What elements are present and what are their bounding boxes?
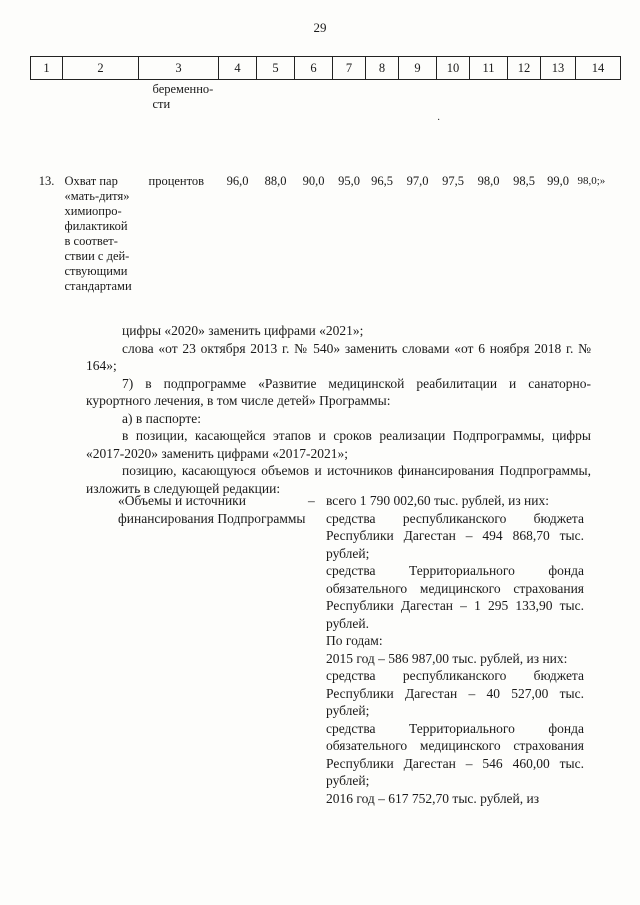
value-cell: 97,0	[406, 174, 429, 188]
value-cell: 96,5	[371, 174, 393, 188]
funding-details	[326, 492, 584, 807]
table-row-continuation	[31, 80, 621, 173]
col-header: 5	[257, 57, 295, 80]
indicator-name: Охват пар «мать-дитя» химиопро- филактикой в соответ- ствии с дей- ствующими стандартами	[64, 174, 132, 293]
col-header: 7	[333, 57, 366, 80]
value-cell: 90,0	[302, 174, 325, 188]
col-header: 2	[63, 57, 139, 80]
value-cell: 99,0	[547, 174, 569, 188]
col-header: 14	[576, 57, 621, 80]
value-cell: 98,0	[477, 174, 500, 188]
col-header: 11	[470, 57, 508, 80]
col-header: 13	[541, 57, 576, 80]
value-cell: 98,5	[513, 174, 535, 188]
funding-line: средства республиканского бюджета Республики Дагестан – 40 527,00 тыс. рублей;	[326, 668, 584, 718]
row-number: 13.	[38, 174, 55, 188]
funding-line: средства Территориального фонда обязательного медицинского страхования Республики Дагестан – 1 295 133,90 тыс. рублей.	[326, 563, 584, 631]
indicators-table	[30, 56, 621, 296]
paragraph: в позиции, касающейся этапов и сроков реализации Подпрограммы, цифры «2017-2020» заменить цифрами «2017-2021»;	[86, 428, 591, 461]
funding-line: 2015 год – 586 987,00 тыс. рублей, из них:	[326, 650, 568, 666]
funding-line: всего 1 790 002,60 тыс. рублей, из них:	[326, 493, 549, 508]
table-header-row	[31, 57, 621, 80]
unit-cell: процентов	[148, 174, 205, 188]
value-cell: 96,0	[226, 174, 249, 188]
paragraph: слова «от 23 октября 2013 г. № 540» заменить словами «от 6 ноября 2018 г. № 164»;	[86, 340, 591, 373]
funding-label: «Объемы и источники финансирования Подпрограммы	[118, 493, 306, 526]
paragraph: 7) в подпрограмме «Развитие медицинской реабилитации и санаторно-курортного лечения, в том числе детей» Программы:	[86, 375, 591, 408]
page-number: 29	[313, 20, 327, 35]
value-cell: 88,0	[264, 174, 287, 188]
paragraph: а) в паспорте:	[122, 410, 202, 426]
table-row	[31, 172, 621, 296]
col-header: 10	[437, 57, 470, 80]
col-header: 12	[508, 57, 541, 80]
col-header: 4	[219, 57, 257, 80]
funding-line: средства республиканского бюджета Республики Дагестан – 494 868,70 тыс. рублей;	[326, 510, 584, 561]
amendment-text	[86, 322, 591, 497]
col-header: 1	[31, 57, 63, 80]
paragraph: позицию, касающуюся объемов и источников финансирования Подпрограммы, изложить в следующей редакции:	[86, 463, 591, 496]
value-cell: 95,0	[338, 174, 360, 188]
funding-line: 2016 год – 617 752,70 тыс. рублей, из	[326, 790, 540, 806]
funding-dash: –	[308, 493, 315, 508]
col-header: 8	[366, 57, 399, 80]
paragraph: цифры «2020» заменить цифрами «2021»;	[122, 323, 364, 338]
unit-cell: беременно- сти	[152, 82, 214, 111]
col-header: 3	[139, 57, 219, 80]
value-cell: 98,0;»	[577, 175, 606, 187]
scan-speck: ·	[437, 115, 441, 126]
col-header: 6	[295, 57, 333, 80]
col-header: 9	[399, 57, 437, 80]
funding-line: средства Территориального фонда обязательного медицинского страхования Республики Дагестан – 546 460,00 тыс. рублей;	[326, 720, 584, 788]
value-cell: 97,5	[442, 174, 464, 188]
funding-line: По годам:	[326, 633, 383, 648]
